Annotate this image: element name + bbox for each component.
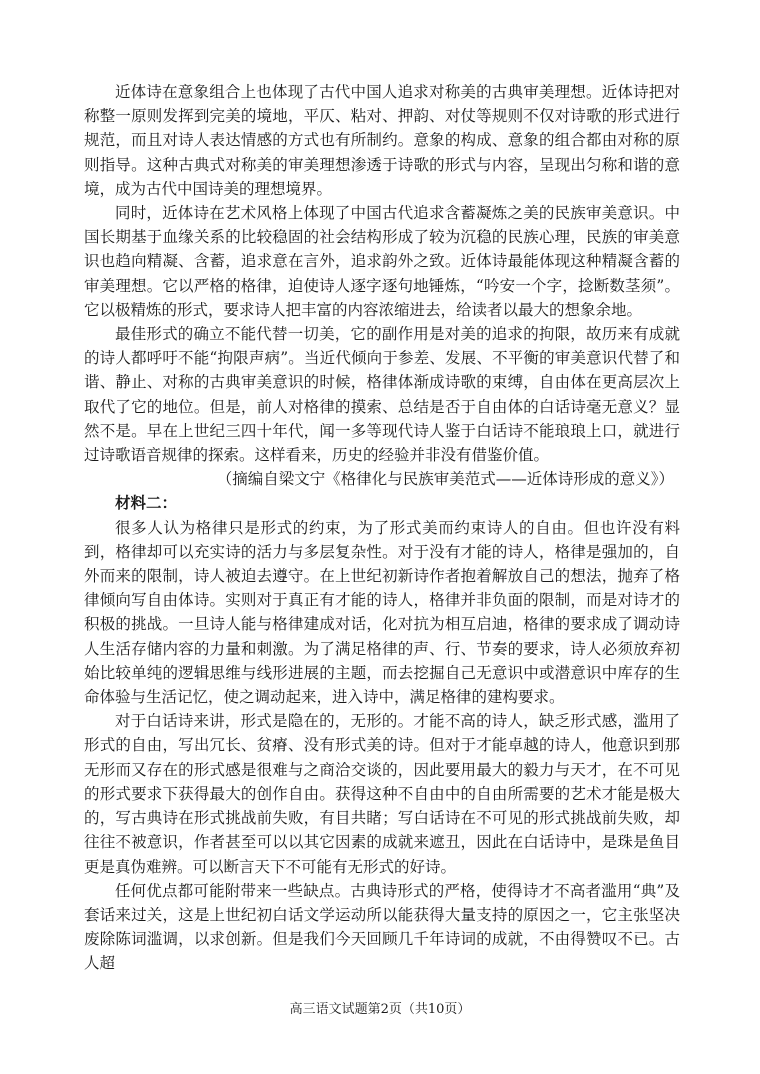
material-two-heading: 材料二：	[115, 493, 178, 513]
article-body	[84, 80, 680, 976]
paragraph-implicit-style: 同时，近体诗在艺术风格上体现了中国古代追求含蓄凝炼之美的民族审美意识。中国长期基于血缘关系的比较稳固的社会结构形成了较为沉稳的民族心理，民族的审美意识也趋向精凝、含蓄，追求意在言外，追求韵外之致。近体诗最能体现这种精凝含蓄的审美理想。它以严格的格律，迫使诗人逐字逐句地锤炼，“吟安一个字，捻断数茎须”。它以极精炼的形式，要求诗人把丰富的内容浓缩进去，给读者以最大的想象余地。	[84, 204, 680, 319]
paragraph-meter-constraint: 很多人认为格律只是形式的约束，为了形式美而约束诗人的自由。但也许没有料到，格律却可以充实诗的活力与多层复杂性。对于没有才能的诗人，格律是强加的，自外而来的限制，诗人被迫去遵守。在上世纪初新诗作者抱着解放自己的想法，抛弃了格律倾向写自由体诗。实则对于真正有才能的诗人，格律并非负面的限制，而是对诗才的积极的挑战。一旦诗人能与格律建成对话，化对抗为相互启迪，格律的要求成了调动诗人生活存储内容的力量和刺激。为了满足格律的声、行、节奏的要求，诗人必须放弃初始比较单纯的逻辑思维与线形进展的主题，而去挖掘自己无意识中或潜意识中库存的生命体验与生活记忆，使之调动起来，进入诗中，满足格律的建构要求。	[84, 518, 680, 707]
paragraph-best-form: 最佳形式的确立不能代替一切美，它的副作用是对美的追求的拘限，故历来有成就的诗人都呼吁不能“拘限声病”。当近代倾向于参差、发展、不平衡的审美意识代替了和谐、静止、对称的古典审美意识的时候，格律体渐成诗歌的束缚，自由体在更高层次上取代了它的地位。但是，前人对格律的摸索、总结是否于自由体的白话诗毫无意义？显然不是。早在上世纪三四十年代，闻一多等现代诗人鉴于白话诗不能琅琅上口，就进行过诗歌语音规律的探索。这样看来，历史的经验并非没有借鉴价值。	[84, 325, 680, 465]
paragraph-strengths-weaknesses: 任何优点都可能附带来一些缺点。古典诗形式的严格，使得诗才不高者滥用“典”及套话来过关，这是上世纪初白话文学运动所以能获得大量支持的原因之一，它主张坚决废除陈词滥调，以求创新。但是我们今天回顾几千年诗词的成就，不由得赞叹不已。古人超	[84, 881, 680, 973]
paragraph-vernacular-form: 对于白话诗来讲，形式是隐在的，无形的。才能不高的诗人，缺乏形式感，滥用了形式的自由，写出冗长、贫瘠、没有形式美的诗。但对于才能卓越的诗人，他意识到那无形而又存在的形式感是很难与之商洽交谈的，因此要用最大的毅力与天才，在不可见的形式要求下获得最大的创作自由。获得这种不自由中的自由所需要的艺术才能是极大的，写古典诗在形式挑战前失败，有目共睹；写白话诗在不可见的形式挑战前失败，却往往不被意识，作者甚至可以以其它因素的成就来遮丑，因此在白话诗中，是珠是鱼目更是真伪难辨。可以断言天下不可能有无形式的好诗。	[84, 712, 680, 876]
page-footer: 高三语文试题第2页（共10页）	[289, 1002, 471, 1017]
paragraph-symmetry: 近体诗在意象组合上也体现了古代中国人追求对称美的古典审美理想。近体诗把对称整一原则发挥到完美的境地，平仄、粘对、押韵、对仗等规则不仅对诗歌的形式进行规范，而且对诗人表达情感的方式也有所制约。意象的构成、意象的组合都由对称的原则指导。这种古典式对称美的审美理想渗透于诗歌的形式与内容，呈现出匀称和谐的意境，成为古代中国诗美的理想境界。	[84, 83, 680, 198]
source-citation: （摘编自梁文宁《格律化与民族审美范式——近体诗形成的意义》）	[216, 470, 674, 489]
